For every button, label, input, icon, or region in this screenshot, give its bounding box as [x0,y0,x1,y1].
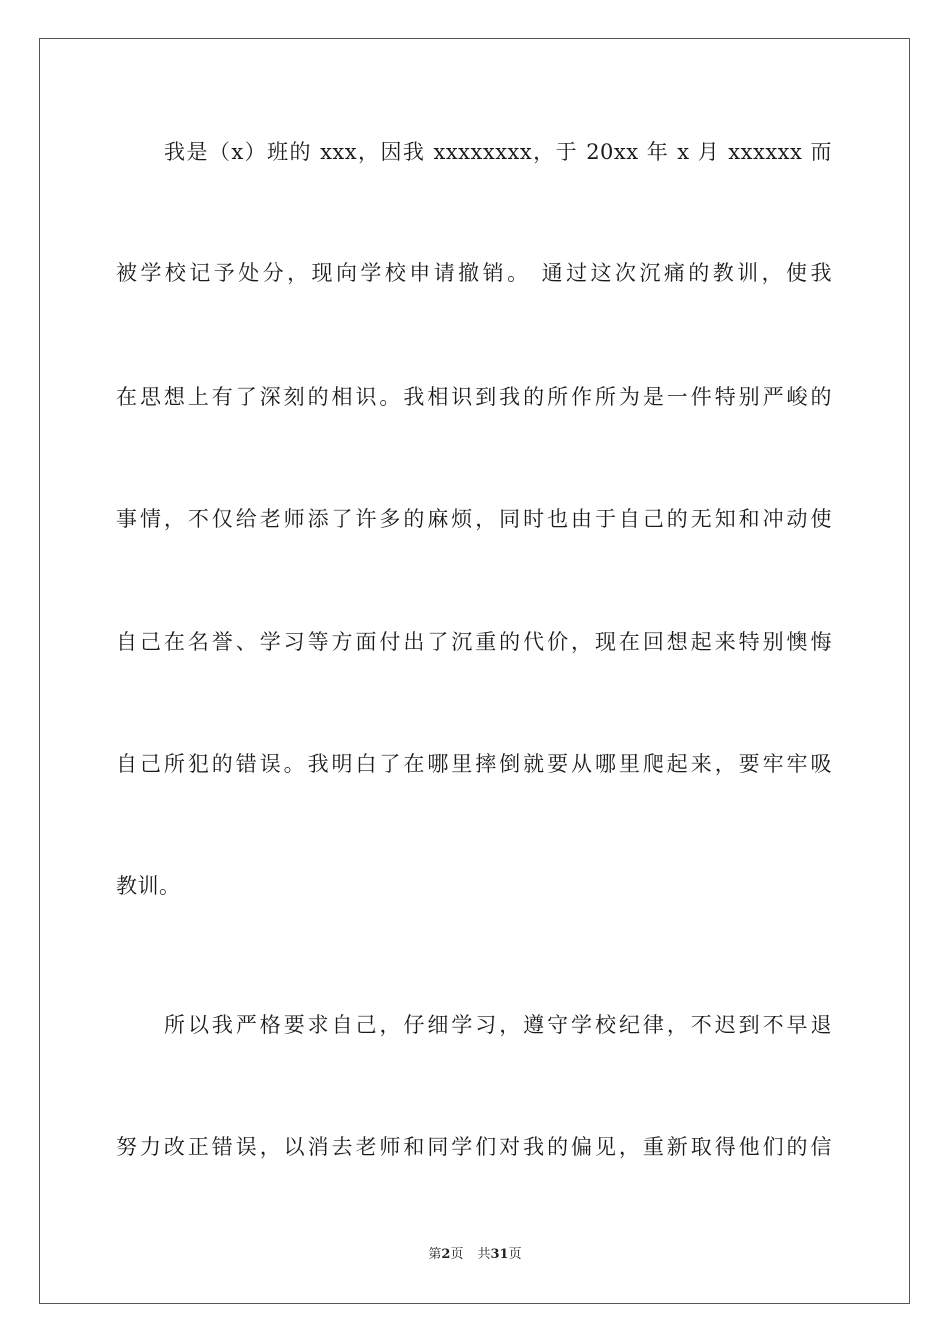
paragraph-1-line-1: 我是（x）班的 xxx，因我 xxxxxxxx，于 20xx 年 x 月 xxxxxx 而 [164,140,832,164]
footer-total-prefix: 共 [477,1247,491,1262]
page-border [39,38,910,1304]
footer-total-suffix: 页 [508,1247,522,1262]
paragraph-1-line-6: 自己所犯的错误。我明白了在哪里摔倒就要从哪里爬起来，要牢牢吸 [116,752,832,776]
paragraph-1-line-7: 教训。 [116,874,181,898]
paragraph-1-line-2: 被学校记予处分，现向学校申请撤销。 通过这次沉痛的教训，使我 [116,261,832,285]
paragraph-2-line-1: 所以我严格要求自己，仔细学习，遵守学校纪律，不迟到不早退 [164,1013,832,1037]
footer-page-number: 2 [441,1247,451,1262]
footer-page-prefix: 第 [428,1247,442,1262]
page-footer [0,1246,950,1264]
paragraph-1-line-5: 自己在名誉、学习等方面付出了沉重的代价，现在回想起来特别懊悔 [116,630,832,654]
paragraph-1-line-4: 事情，不仅给老师添了许多的麻烦，同时也由于自己的无知和冲动使 [116,507,832,531]
paragraph-2-line-2: 努力改正错误，以消去老师和同学们对我的偏见，重新取得他们的信 [116,1135,832,1159]
paragraph-1-line-3: 在思想上有了深刻的相识。我相识到我的所作所为是一件特别严峻的 [116,385,832,409]
footer-page-suffix: 页 [450,1247,464,1262]
footer-total-pages: 31 [490,1247,509,1262]
